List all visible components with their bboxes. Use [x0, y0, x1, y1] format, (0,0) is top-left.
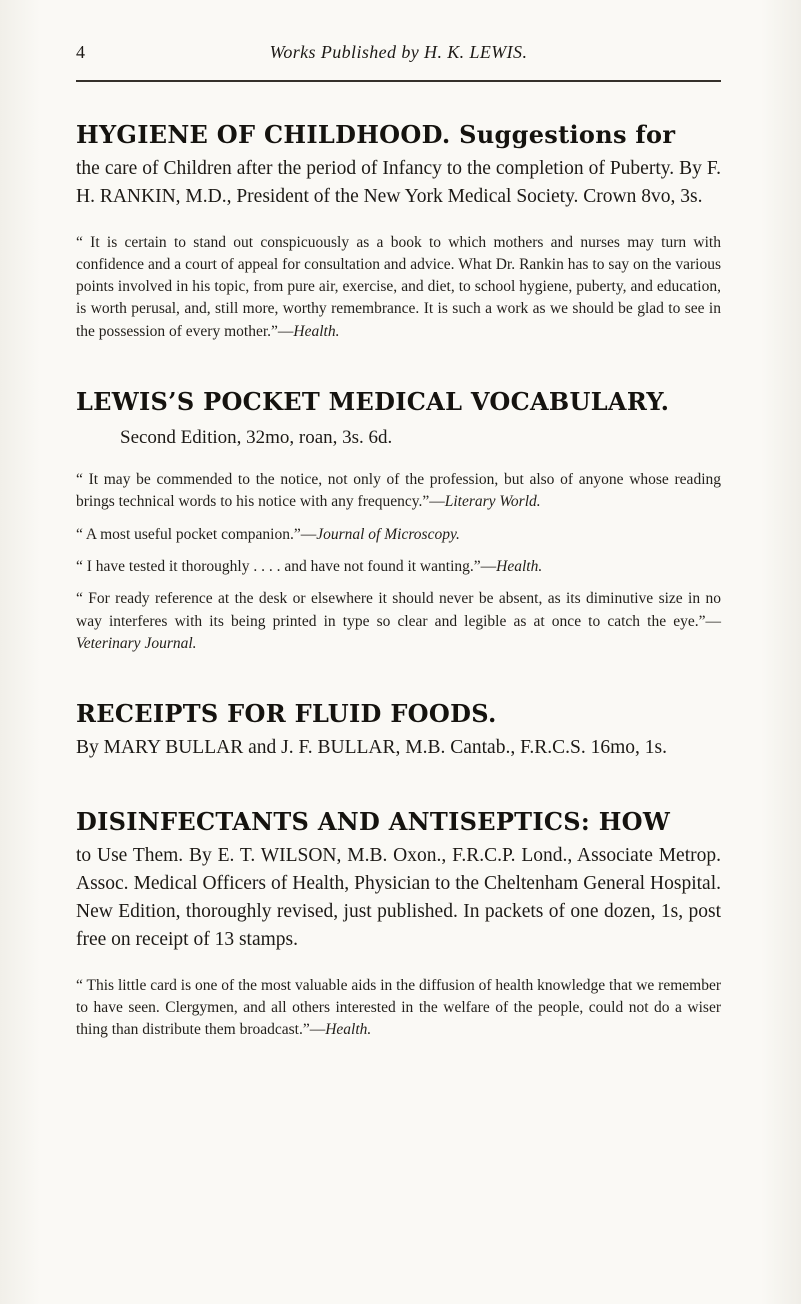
review-text: “ It may be commended to the notice, not only of the profession, but also of anyone whose reading brings technical words to his notice with any frequency.”— — [76, 471, 721, 511]
review-text: “ For ready reference at the desk or elsewhere it should never be absent, as its diminutive size in no way interferes with its being printed in type so clear and legible as at once to catch the eye.”— — [76, 590, 721, 630]
review-source: Health. — [496, 558, 543, 576]
catalog-entry-receipts-for-fluid-foods — [76, 699, 721, 762]
catalog-entry-hygiene-of-childhood — [76, 120, 721, 343]
book-title: DISINFECTANTS AND ANTISEPTICS: HOW — [76, 806, 671, 836]
review-source: Health. — [293, 322, 340, 340]
review-text: “ I have tested it thoroughly . . . . and have not found it wanting.”— — [76, 558, 497, 576]
review-source: Veterinary Journal. — [76, 634, 197, 652]
book-title: LEWIS’S POCKET MEDICAL VOCABULARY. — [76, 387, 670, 417]
book-description: the care of Children after the period of Infancy to the completion of Puberty. By F. H. RANKIN, M.D., President of the New York Medical Society. Crown 8vo, 3s. — [76, 158, 721, 208]
catalog-entry-disinfectants-and-antiseptics — [76, 807, 721, 1042]
book-byline: By MARY BULLAR and J. F. BULLAR, M.B. Cantab., F.R.C.S. 16mo, 1s. — [76, 737, 667, 759]
catalog-entry-pocket-medical-vocabulary — [76, 387, 721, 655]
header-rule — [76, 80, 721, 82]
press-review — [76, 588, 721, 655]
press-review — [76, 975, 721, 1042]
page-number: 4 — [76, 42, 85, 62]
press-review — [76, 232, 721, 344]
book-description: to Use Them. By E. T. WILSON, M.B. Oxon., F.R.C.P. Lond., Associate Metrop. Assoc. Medical Officers of Health, Physician to the Cheltenham General Hospital. New Edition, thoroughly revised, just published. In packets of one dozen, 1s, post free on receipt of 13 stamps. — [76, 844, 721, 951]
review-source: Literary World. — [444, 493, 541, 511]
book-title: RECEIPTS FOR FLUID FOODS. — [76, 699, 497, 729]
press-review — [76, 524, 721, 546]
running-title: Works Published by H. K. LEWIS. — [269, 42, 528, 62]
review-text: “ It is certain to stand out conspicuously as a book to which mothers and nurses may turn with confidence and a court of appeal for consultation and advice. What Dr. Rankin has to say on the various points involved in his topic, from pure air, exercise, and diet, to school hygiene, puberty, and education, is worth perusal, and, still more, worthy remembrance. It is such a work as we should be glad to see in the possession of every mother.”— — [76, 233, 721, 340]
page-header — [76, 42, 721, 68]
review-text: “ This little card is one of the most valuable aids in the diffusion of health knowledge that we remember to have seen. Clergymen, and all others interested in the welfare of the people, could not do a wiser thing than distribute them broadcast.”— — [76, 976, 721, 1039]
review-source: Journal of Microscopy. — [316, 525, 460, 543]
review-text: “ A most useful pocket companion.”— — [76, 525, 317, 543]
review-source: Health. — [325, 1021, 372, 1039]
press-review — [76, 556, 721, 578]
book-title: HYGIENE OF CHILDHOOD. Suggestions for — [76, 120, 676, 149]
edition-info: Second Edition, 32mo, roan, 3s. 6d. — [120, 427, 393, 449]
press-review — [76, 469, 721, 514]
